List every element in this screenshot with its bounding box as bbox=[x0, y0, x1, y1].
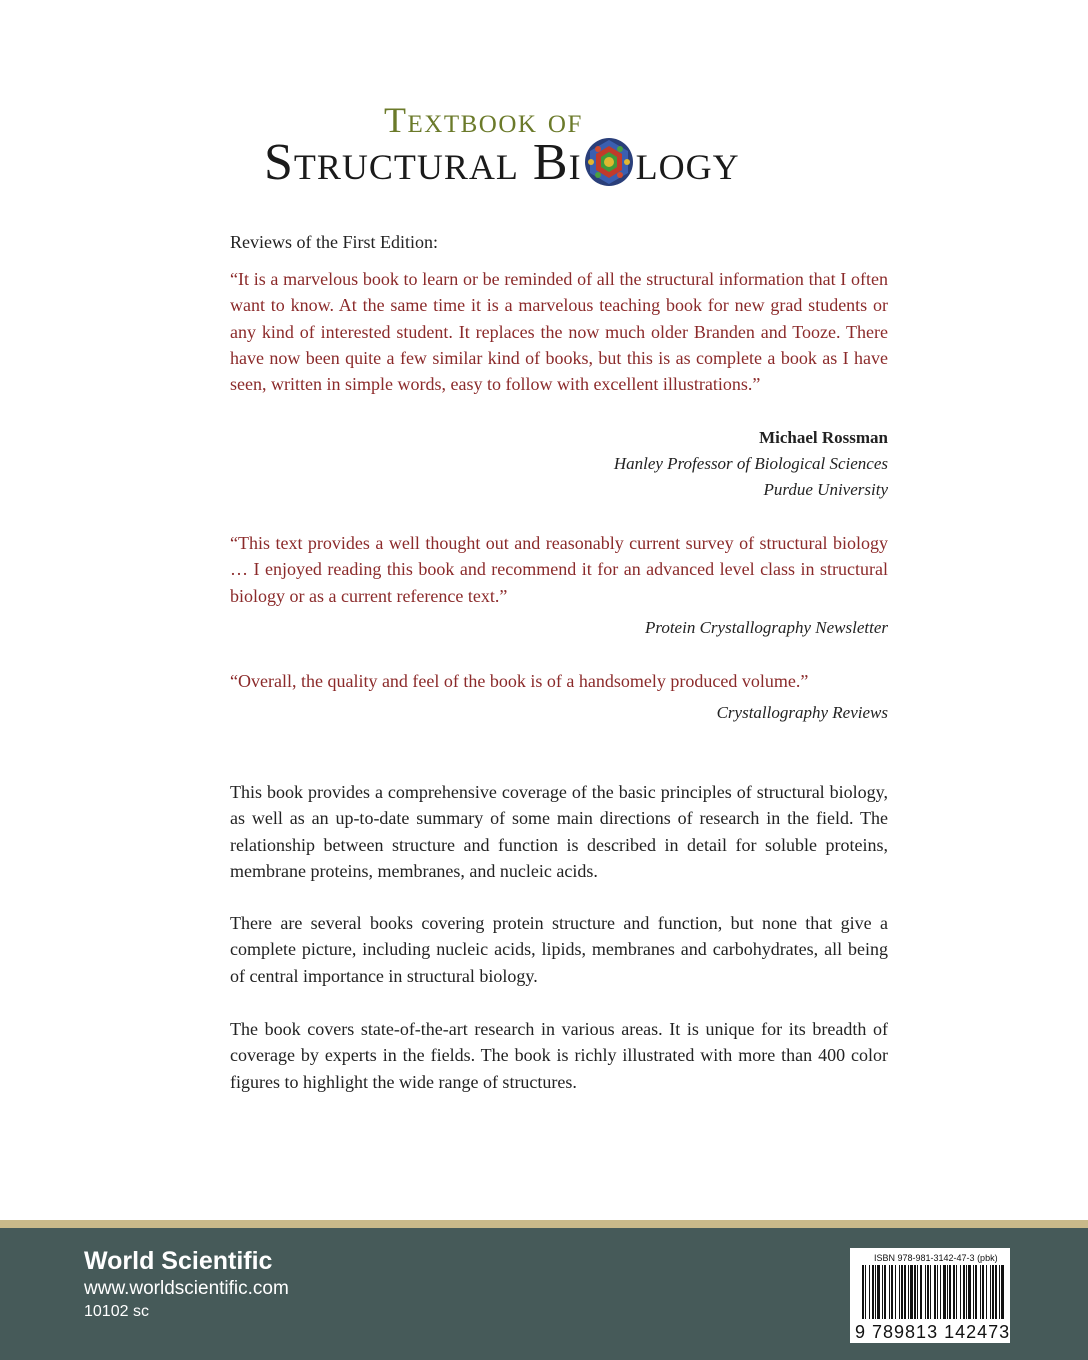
barcode-bar bbox=[1001, 1265, 1004, 1319]
title-line-2-start: Structural Bi bbox=[264, 134, 582, 191]
barcode-icon bbox=[858, 1265, 1006, 1321]
barcode-bar bbox=[982, 1265, 984, 1319]
barcode-bar bbox=[904, 1265, 906, 1319]
review-quote-3: “Overall, the quality and feel of the book is of a handsomely produced volume.” bbox=[230, 671, 809, 691]
footer-stripe bbox=[0, 1220, 1088, 1228]
barcode-bar bbox=[995, 1265, 997, 1319]
barcode-bar bbox=[940, 1265, 941, 1319]
barcode-bar bbox=[992, 1265, 994, 1319]
barcode-number: 9 789813 142473 bbox=[855, 1322, 1011, 1342]
review-attribution-1 bbox=[230, 425, 888, 503]
barcode-bar bbox=[990, 1265, 991, 1319]
review-source: Crystallography Reviews bbox=[716, 703, 888, 722]
barcode-bar bbox=[956, 1265, 957, 1319]
reviews-heading: Reviews of the First Edition: bbox=[230, 232, 438, 252]
barcode-bar bbox=[920, 1265, 922, 1319]
title-line-2-end: logy bbox=[635, 134, 740, 191]
barcode-bar bbox=[875, 1265, 876, 1319]
review-source: Protein Crystallography Newsletter bbox=[644, 618, 888, 637]
barcode-bar bbox=[865, 1265, 866, 1319]
barcode-bar bbox=[884, 1265, 886, 1319]
barcode-bar bbox=[949, 1265, 951, 1319]
barcode-bar bbox=[953, 1265, 955, 1319]
barcode-bar bbox=[937, 1265, 938, 1319]
barcode-bar bbox=[980, 1265, 981, 1319]
publisher-name: World Scientific bbox=[84, 1247, 273, 1275]
reviewer-role: Hanley Professor of Biological Sciences bbox=[613, 454, 888, 473]
barcode-bar bbox=[927, 1265, 929, 1319]
barcode-bar bbox=[934, 1265, 936, 1319]
barcode-bar bbox=[947, 1265, 948, 1319]
barcode-bar bbox=[899, 1265, 900, 1319]
virus-capsid-icon bbox=[584, 137, 634, 187]
isbn-label: ISBN 978-981-3142-47-3 (pbk) bbox=[874, 1253, 998, 1263]
barcode-bar bbox=[917, 1265, 918, 1319]
barcode-bar bbox=[862, 1265, 864, 1319]
description-paragraph-3: The book covers state-of-the-art research in various areas. It is unique for its breadth of coverage by experts in the fields. The book is richly illustrated with more than 400 color figures to highlight the wide range of structures. bbox=[230, 1019, 888, 1092]
barcode-bar bbox=[986, 1265, 987, 1319]
barcode-bar bbox=[975, 1265, 977, 1319]
review-attribution-3 bbox=[230, 700, 888, 726]
barcode-bar bbox=[910, 1265, 913, 1319]
review-quote-1: “It is a marvelous book to learn or be reminded of all the structural information that I often want to know. At the same time it is a marvelous teaching book for new grad students or any kind of interested student. It replaces the now much older Branden and Tooze. There have now been quite a few similar kind of books, but this is as complete a book as I have seen, written in simple words, easy to follow with excellent illustrations.” bbox=[230, 269, 888, 395]
barcode-bar bbox=[963, 1265, 965, 1319]
product-code: 10102 sc bbox=[84, 1303, 149, 1320]
barcode-bar bbox=[877, 1265, 880, 1319]
barcode-bar bbox=[999, 1265, 1000, 1319]
barcode-bar bbox=[882, 1265, 883, 1319]
barcode-bar bbox=[895, 1265, 896, 1319]
title-line-2 bbox=[264, 133, 740, 193]
description-paragraph-2: There are several books covering protein structure and function, but none that give a complete picture, including nucleic acids, lipids, membranes and carbohydrates, all being of central importance in structural biology. bbox=[230, 913, 888, 986]
barcode-bar bbox=[914, 1265, 916, 1319]
title-line-1: Textbook of bbox=[384, 100, 583, 140]
barcode-bar bbox=[891, 1265, 893, 1319]
publisher-url[interactable]: www.worldscientific.com bbox=[84, 1278, 289, 1299]
barcode-bar bbox=[901, 1265, 903, 1319]
reviewer-affiliation: Purdue University bbox=[763, 480, 888, 499]
reviewer-name: Michael Rossman bbox=[759, 428, 888, 447]
description-paragraph-1: This book provides a comprehensive coverage of the basic principles of structural biology, as well as an up-to-date summary of some main directions of research in the field. The relationship between structure and function is described in detail for soluble proteins, membrane proteins, membranes, and nucleic acids. bbox=[230, 782, 888, 881]
barcode-bar bbox=[973, 1265, 974, 1319]
barcode-bar bbox=[968, 1265, 971, 1319]
barcode-bar bbox=[943, 1265, 946, 1319]
barcode-bar bbox=[960, 1265, 961, 1319]
barcode-bar bbox=[966, 1265, 967, 1319]
barcode-bar bbox=[872, 1265, 874, 1319]
barcode-bar bbox=[930, 1265, 931, 1319]
barcode-bar bbox=[925, 1265, 926, 1319]
review-quote-2: “This text provides a well thought out and reasonably current survey of structural biology … I enjoyed reading this book and recommend it for an advanced level class in structural biology or as a current reference text.” bbox=[230, 533, 888, 606]
barcode-bar bbox=[889, 1265, 890, 1319]
barcode-bar bbox=[908, 1265, 909, 1319]
review-attribution-2 bbox=[230, 615, 888, 641]
barcode-bar bbox=[869, 1265, 870, 1319]
